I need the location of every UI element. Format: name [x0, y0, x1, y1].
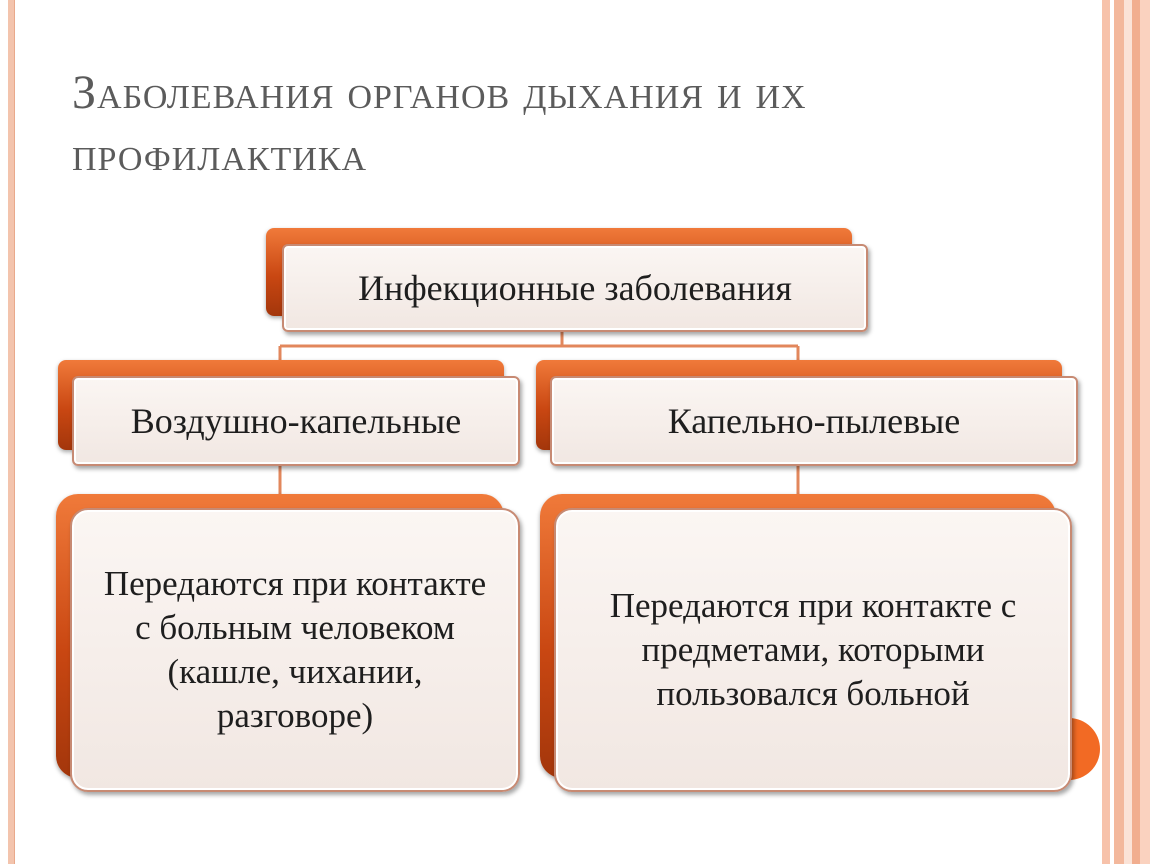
left-branch-node	[72, 376, 520, 466]
right-branch-label: Капельно-пылевые	[667, 401, 961, 441]
left-detail-text: Передаются при контакте с больным человеком (кашле, чихании, разговоре)	[103, 564, 487, 735]
right-detail-node	[554, 508, 1072, 792]
right-branch-node	[550, 376, 1078, 466]
root-node-label: Инфекционные заболевания	[358, 268, 792, 308]
root-node	[282, 244, 868, 332]
left-detail-node	[70, 508, 520, 792]
left-branch-label: Воздушно-капельные	[130, 401, 462, 441]
slide-title: Заболевания органов дыхания и их профилактика	[72, 66, 807, 181]
right-detail-text: Передаются при контакте с предметами, которыми пользовался больной	[609, 586, 1017, 713]
